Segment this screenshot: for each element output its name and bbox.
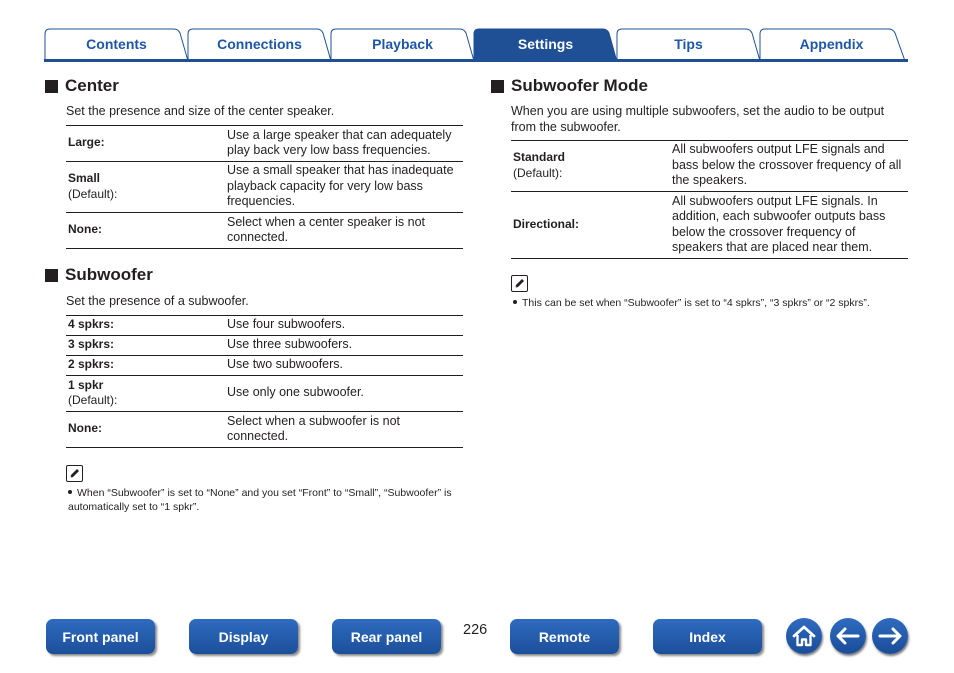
row-key: 4 spkrs: — [68, 317, 115, 332]
center-title: Center — [65, 76, 119, 95]
note-text: This can be set when “Subwoofer” is set to “4 spkrs”, “3 spkrs” or “2 spkrs”. — [522, 297, 870, 309]
table-row — [66, 126, 463, 162]
row-key: Large: — [68, 135, 105, 150]
index-button[interactable]: Index — [653, 619, 762, 654]
tab-label: Appendix — [799, 36, 864, 52]
row-value: Use three subwoofers. — [225, 336, 463, 356]
subwoofer-mode-note — [513, 296, 908, 310]
row-value: All subwoofers output LFE signals. In addition, each subwoofer outputs bass below the crossover frequency of speakers that are placed near them. — [670, 192, 908, 259]
row-key: Directional: — [513, 216, 580, 231]
tab-tips[interactable] — [616, 28, 761, 60]
tab-connections[interactable] — [187, 28, 332, 60]
tab-label: Connections — [217, 36, 302, 52]
row-key: None: — [68, 421, 102, 436]
row-key: Standard — [513, 150, 566, 164]
pencil-note-icon — [511, 275, 528, 292]
home-button[interactable] — [786, 618, 822, 654]
arrow-left-icon — [830, 618, 866, 654]
table-row — [66, 336, 463, 356]
tab-label: Playback — [372, 36, 433, 52]
table-row — [511, 192, 908, 259]
pencil-note-icon — [66, 465, 83, 482]
center-description: Set the presence and size of the center speaker. — [66, 104, 335, 118]
subwoofer-note — [68, 486, 464, 514]
subwoofer-heading — [45, 265, 153, 285]
subwoofer-title: Subwoofer — [65, 265, 153, 284]
rear-panel-button[interactable]: Rear panel — [332, 619, 441, 654]
table-row — [66, 316, 463, 336]
tab-bar — [44, 26, 908, 62]
table-row — [66, 213, 463, 249]
remote-button[interactable]: Remote — [510, 619, 619, 654]
table-row — [66, 356, 463, 376]
row-value: Use a large speaker that can adequately play back very low bass frequencies. — [225, 126, 463, 162]
row-key: 3 spkrs: — [68, 337, 115, 352]
row-default: (Default): — [513, 165, 563, 180]
row-value: Select when a subwoofer is not connected. — [225, 412, 463, 448]
row-value: Select when a center speaker is not connected. — [225, 213, 463, 249]
note-text: When “Subwoofer” is set to “None” and you set “Front” to “Small”, “Subwoofer” is automatically set to “1 spkr”. — [68, 487, 452, 513]
page-number: 226 — [463, 622, 488, 638]
center-table — [66, 125, 463, 249]
table-row — [66, 162, 463, 213]
tab-label: Contents — [86, 36, 147, 52]
subwoofer-table — [66, 315, 463, 448]
subwoofer-description: Set the presence of a subwoofer. — [66, 294, 249, 308]
subwoofer-mode-table — [511, 140, 908, 259]
row-value: Use two subwoofers. — [225, 356, 463, 376]
bullet-icon — [513, 300, 517, 304]
home-icon — [786, 618, 822, 654]
display-button[interactable]: Display — [189, 619, 298, 654]
table-row — [511, 141, 908, 192]
row-key: 2 spkrs: — [68, 357, 115, 372]
tab-contents[interactable] — [44, 28, 189, 60]
square-bullet-icon — [45, 269, 58, 282]
bullet-icon — [68, 490, 72, 494]
row-value: All subwoofers output LFE signals and bass below the crossover frequency of all the speakers. — [670, 141, 908, 192]
front-panel-button[interactable]: Front panel — [46, 619, 155, 654]
row-key: 1 spkr — [68, 377, 104, 392]
square-bullet-icon — [45, 80, 58, 93]
row-value: Use four subwoofers. — [225, 316, 463, 336]
row-key: Small — [68, 171, 101, 185]
table-row — [66, 376, 463, 412]
square-bullet-icon — [491, 80, 504, 93]
row-value: Use a small speaker that has inadequate playback capacity for very low bass frequencies. — [225, 162, 463, 213]
row-key: None: — [68, 222, 102, 237]
back-button[interactable] — [830, 618, 866, 654]
tab-settings[interactable] — [473, 28, 618, 60]
center-heading — [45, 76, 119, 96]
forward-button[interactable] — [872, 618, 908, 654]
tab-label: Tips — [674, 36, 703, 52]
subwoofer-mode-description: When you are using multiple subwoofers, set the audio to be output from the subwoofer. — [511, 104, 885, 134]
subwoofer-mode-heading — [491, 76, 648, 96]
tab-underline — [44, 59, 908, 62]
row-default: (Default): — [68, 186, 118, 201]
row-value: Use only one subwoofer. — [225, 376, 463, 412]
tab-appendix[interactable] — [759, 28, 904, 60]
row-default: (Default): — [68, 393, 118, 407]
tab-label: Settings — [517, 36, 574, 52]
table-row — [66, 412, 463, 448]
subwoofer-mode-title: Subwoofer Mode — [511, 76, 648, 95]
tab-playback[interactable] — [330, 28, 475, 60]
arrow-right-icon — [872, 618, 908, 654]
